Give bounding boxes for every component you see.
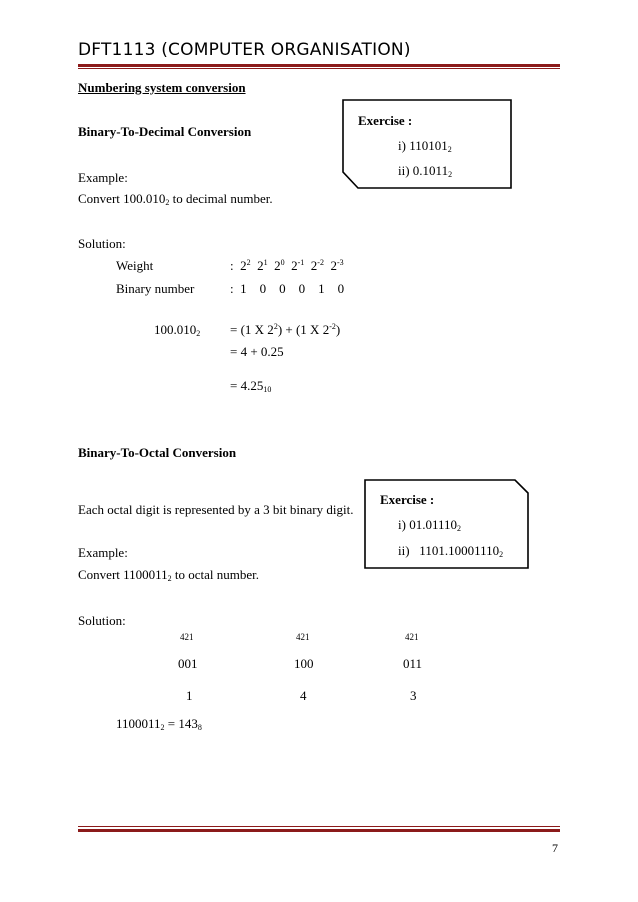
b2o-example-label: Example: xyxy=(78,545,128,560)
weight-label: Weight xyxy=(116,258,154,273)
b2o-heading: Binary-To-Octal Conversion xyxy=(78,445,237,460)
footer-rule-thick xyxy=(78,829,560,832)
b2o-description: Each octal digit is represented by a 3 bit binary digit. xyxy=(78,502,354,517)
exercise-1-title: Exercise : xyxy=(358,113,413,128)
group-2-octal: 4 xyxy=(300,688,307,703)
weight-values: : $2^2$ $2^1$ $2^0$ $2^{-1}$ $2^{-2}$ $2^{-3}$ xyxy=(230,258,344,273)
group-2-weights: 421 xyxy=(296,632,310,642)
group-1-bits: 001 xyxy=(178,656,198,671)
b2d-example-label: Example: xyxy=(78,170,128,185)
group-3-weights: 421 xyxy=(405,632,419,642)
exercise-2-item-2: ii) 1101.100011102 xyxy=(398,543,504,559)
binary-number-digits: : 1 0 0 0 1 0 xyxy=(230,281,345,296)
exercise-1-item-1: i) 1101012 xyxy=(398,138,452,154)
b2d-equation-3: = 4.2510 xyxy=(230,378,272,394)
b2d-equation-1: = (1 X $2^2) + (1$ X $2^{-2}$) xyxy=(230,322,341,337)
b2d-lhs: 100.0102 xyxy=(154,322,201,338)
exercise-2-item-1: i) 01.011102 xyxy=(398,517,461,533)
b2o-solution-label: Solution: xyxy=(78,613,126,628)
b2o-result: 11000112 = 1438 xyxy=(116,716,202,732)
exercise-1-item-2: ii) 0.10112 xyxy=(398,163,453,179)
page-number: 7 xyxy=(552,841,558,855)
section-title: Numbering system conversion xyxy=(78,80,246,95)
page-header-title: DFT1113 (COMPUTER ORGANISATION) xyxy=(78,40,411,60)
b2d-convert-text: Convert 100.0102 to decimal number. xyxy=(78,191,273,207)
group-1-octal: 1 xyxy=(186,688,193,703)
header-rule-thin xyxy=(78,68,560,69)
binary-number-label: Binary number xyxy=(116,281,195,296)
footer-rule-thin xyxy=(78,826,560,827)
b2d-solution-label: Solution: xyxy=(78,236,126,251)
b2d-heading: Binary-To-Decimal Conversion xyxy=(78,124,252,139)
b2o-convert-text: Convert 11000112 to octal number. xyxy=(78,567,260,583)
group-2-bits: 100 xyxy=(294,656,314,671)
header-rule-thick xyxy=(78,64,560,67)
b2d-equation-2: = 4 + 0.25 xyxy=(230,344,284,359)
exercise-2-title: Exercise : xyxy=(380,492,435,507)
group-3-bits: 011 xyxy=(403,656,423,671)
group-3-octal: 3 xyxy=(410,688,417,703)
group-1-weights: 421 xyxy=(180,632,194,642)
